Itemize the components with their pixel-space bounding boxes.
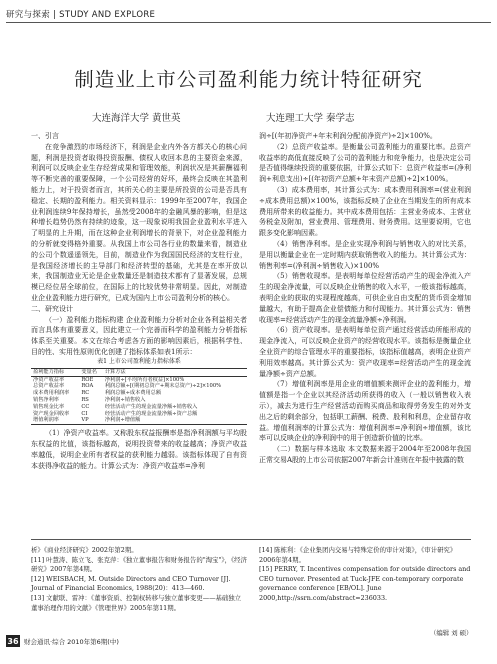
- table-cell: 利润总额÷[(期初总资产+期末总资产)÷2]×100%: [104, 383, 222, 390]
- reference-item: [14] 陈栋利：《企业集团内交易与特殊定价的审计对策》，《审计研究》2006年第4期。: [259, 546, 457, 564]
- table-cell: 经营活动产生的现金流量净额÷销售收入: [104, 403, 198, 410]
- body-paragraph: （2）总资产收益率。是衡量公司盈利能力的重要比率。总资产收益率的高低直接反映了公司的盈利能力和竞争能力，也是决定公司是否值得继续投资的重要依据，计算公式如下：总资产收益率=(净利润+利息支出)÷[(年初资产总额+年末资产总额)÷2]×100%。: [259, 142, 471, 184]
- table-header-cell: 计算方法: [103, 368, 247, 376]
- table-cell: RS: [81, 396, 89, 403]
- table-cell: 净利润÷销售收入: [104, 396, 146, 403]
- references-right: [259, 546, 471, 604]
- table-cell: CI: [81, 410, 88, 417]
- table-cell: 利润总额÷成本费用总额: [104, 390, 162, 397]
- author-right: 大连理工大学 秦学志: [266, 113, 355, 124]
- left-column: [31, 131, 247, 471]
- references-divider: [31, 539, 471, 540]
- body-paragraph: （6）资产收现率。是表明每单位资产通过经营活动所能形成的现金净流入，可以反映企业资产的经营收现水平。该指标是衡量企业全业资产的综合管理水平的重要指标，该指标值越高，表明企业资产利用效率越高。其计算公式为：资产收现率=经营活动产生的现金流量净额÷资产总额。: [259, 326, 471, 378]
- reference-item: [15] PERRY, T. Incentives compensation for outside directors and CEO turnover. Presented at Tuck-JFE con-temporary corporate governance conference [EB/OL]. June 2000,http://ssrn.com/abstract=236033.: [259, 565, 471, 602]
- table-row: [31, 417, 247, 424]
- table-cell: 销售现金比率: [33, 403, 65, 410]
- references-left: [31, 546, 247, 613]
- table-header-cell: 变量名: [79, 368, 102, 376]
- table-caption: 表1 上市公司盈利能力指标体系: [97, 357, 181, 365]
- table-cell: 销售净利率: [33, 396, 59, 403]
- body-paragraph: （1）净资产收益率。又称股东权益报酬率是指净利润额与平均股东权益的比值，该指标越高，说明投资带来的收益越高；净资产收益率越低，说明企业所有者权益的获利能力越弱。该指标体现了自有资本获得净收益的能力。计算公式为：净资产收益率=净利: [31, 429, 247, 470]
- reference-item: [13] 文献联、雷冲：《董事资质、控制权转移与独立董事变更——基础独立董事治理作用的文献》《管理世界》2005年第11期。: [31, 593, 242, 612]
- table-row: [31, 404, 247, 411]
- journal-info: 财会通讯·综合 2010年第6期(中): [24, 637, 119, 646]
- table-cell: RC: [81, 390, 90, 397]
- table-row: [31, 397, 247, 404]
- reference-item: [12] WEISBACH, M. Outside Directors and CEO Turnover [J]. Journal of Financial Economics, 1988(20)：413—460.: [31, 574, 231, 593]
- article-title: 制造业上市公司盈利能力统计特征研究: [74, 68, 423, 91]
- reference-item: 析》《商业经济研究》2002年第2期。: [31, 546, 138, 554]
- body-paragraph: 在竞争激烈的市场经济下，利润是企业内外各方都关心的核心问题，利润是投资者取得投资报酬、债权人收回本息的主要资金来源，利润可以反映企业生存经营成果和管理效能，利润状况是其薪酬福利等不断完善的重要保障，一个公司经营的好坏，最终会反映在其盈利能力上，对于投资者而言，其所关心的主要是所投资的公司是否具有稳定、长期的盈利能力。相关资料显示：1999年至2007年，我国企业利润连续9年保持增长，虽然受2008年的金融风暴的影响，但是这种增长趋势仍然有持续的迹象，这一现象说明我国企业盈利水平进入了明显的上升期，而在这种企业利润增长的背景下，对企业盈利能力的分析就变得格外重要。从我国上市公司各行业的数量来看，制造业的公司个数遥遥领先，目前，制造业作为我国国民经济的支柱行业，是我国经济增长的主导部门和经济转型的基础，尤其是在率开放以来，我国制造业无论是企业数量还是制造技术都有了显著发展，总规模已经位居全球前位，在国际上的比较优势非常明显。因此，对制造业企业盈利能力进行研究，已成为国内上市公司盈利分析的核心。: [31, 142, 247, 302]
- header-rule: [6, 22, 491, 23]
- table-cell: 资产现金回收率: [33, 410, 70, 417]
- table-header-row: [31, 368, 247, 376]
- table-cell: 成本费用利润率: [33, 390, 70, 397]
- table-header-cell: 盈利能力指标: [31, 368, 79, 376]
- section-label: 研究与探索 | STUDY AND EXPLORE: [6, 10, 156, 20]
- right-column: [259, 131, 471, 466]
- body-paragraph: 润÷[(年初净资产+年末利润分配前净资产)÷2]×100%。: [259, 132, 437, 140]
- body-paragraph: （4）销售净利率。是企业实现净利润与销售收入的对比关系，是用以衡量企业在一定时期内获取销售收入的能力。其计算公式为：销售利率=(净利润÷销售收入)×100%: [259, 239, 471, 270]
- table-cell: ROA: [81, 383, 94, 390]
- body-paragraph: （7）增值利润率是用企业的增值额来测评企业的盈利能力，增值额是指一个企业以其经济活动所获得的收入（一般以销售收入表示），减去为进行生产经营活动而购买商品和取得劳务发生的对外支出之后的剩余部分，包括职工薪酬、税费、股利和利息，企业留存收益。增值利润率的计算公式为：增值利润率=净利润÷增值额，该比率可以反映企业的净利润中的用于创造新价值的比率。: [259, 380, 471, 443]
- table-cell: 经营活动产生的现金流量净额÷资产总额: [104, 410, 198, 417]
- running-header: [0, 0, 497, 26]
- table-row: [31, 390, 247, 397]
- table-cell: CC: [81, 403, 90, 410]
- table-cell: 净利润÷[平均所有者权益]×100%: [104, 376, 185, 383]
- body-paragraph: （二）数据与样本选取 本文数据来源于2004年至2008年我国正常交易A股的上市公司依据2007年新会计准则在年报中披露的数: [259, 445, 471, 464]
- page-number: 36: [7, 636, 19, 646]
- reference-item: [11] 叶慧涛、陈立飞、张克萍：《独立董事报告和财务报告的"淘宝"》，《经济研究》2007年第4期。: [31, 555, 247, 574]
- table-cell: 增值利润率: [31, 417, 79, 424]
- body-paragraph: （3）成本费用率，其计算公式为：成本费用利润率=(营业利润÷成本费用总额)×100%，该指标反映了企业在当期发生的所有成本费用所带来的收益能力。其中成本费用包括：主营业务成本、主营业务税金及附加，营业费用、管理费用、财务费用。这里要说明，它也跟多变化影响因素。: [259, 185, 471, 238]
- body-paragraph: （一）盈利能力指标构建 企业盈利能力分析对企业各利益相关者而言具体有重要意义，因此建立一个完善而科学的盈利能力分析指标体系至关重要。本文在综合考虑各方面的影响因素后，根据科学性、目的性、实用性原则优化创建了指标体系如表1所示：: [31, 315, 247, 356]
- body-paragraph: （5）销售收现率。是表明每单位经营活动产生的现金净流入产生的现金净流量，可以反映企业销售的收入水平，一般该指标越高，表明企业的获取的实现程度越高，可供企业自由支配的货币资金增加量越大，有助于提高企业偿债能力和付现能力。其计算公式为：销售收现率=经营活动产生的现金流量净额÷净利润。: [259, 272, 471, 324]
- table-cell: VP: [79, 417, 102, 424]
- editor-credit: （编辑 刘 硕）: [430, 629, 473, 637]
- indicator-table: [31, 368, 247, 425]
- page-footer: [6, 634, 119, 648]
- section-heading-design: 二、研究设计: [31, 304, 73, 313]
- table-cell: 净利润÷增值额: [103, 417, 247, 424]
- table-cell: 总资产收益率: [33, 383, 65, 390]
- table-cell: 净资产收益率: [33, 376, 65, 383]
- table-cell: ROE: [81, 376, 94, 383]
- section-heading-intro: 一、引言: [31, 132, 59, 140]
- author-left: 大连海洋大学 黄世英: [92, 113, 181, 124]
